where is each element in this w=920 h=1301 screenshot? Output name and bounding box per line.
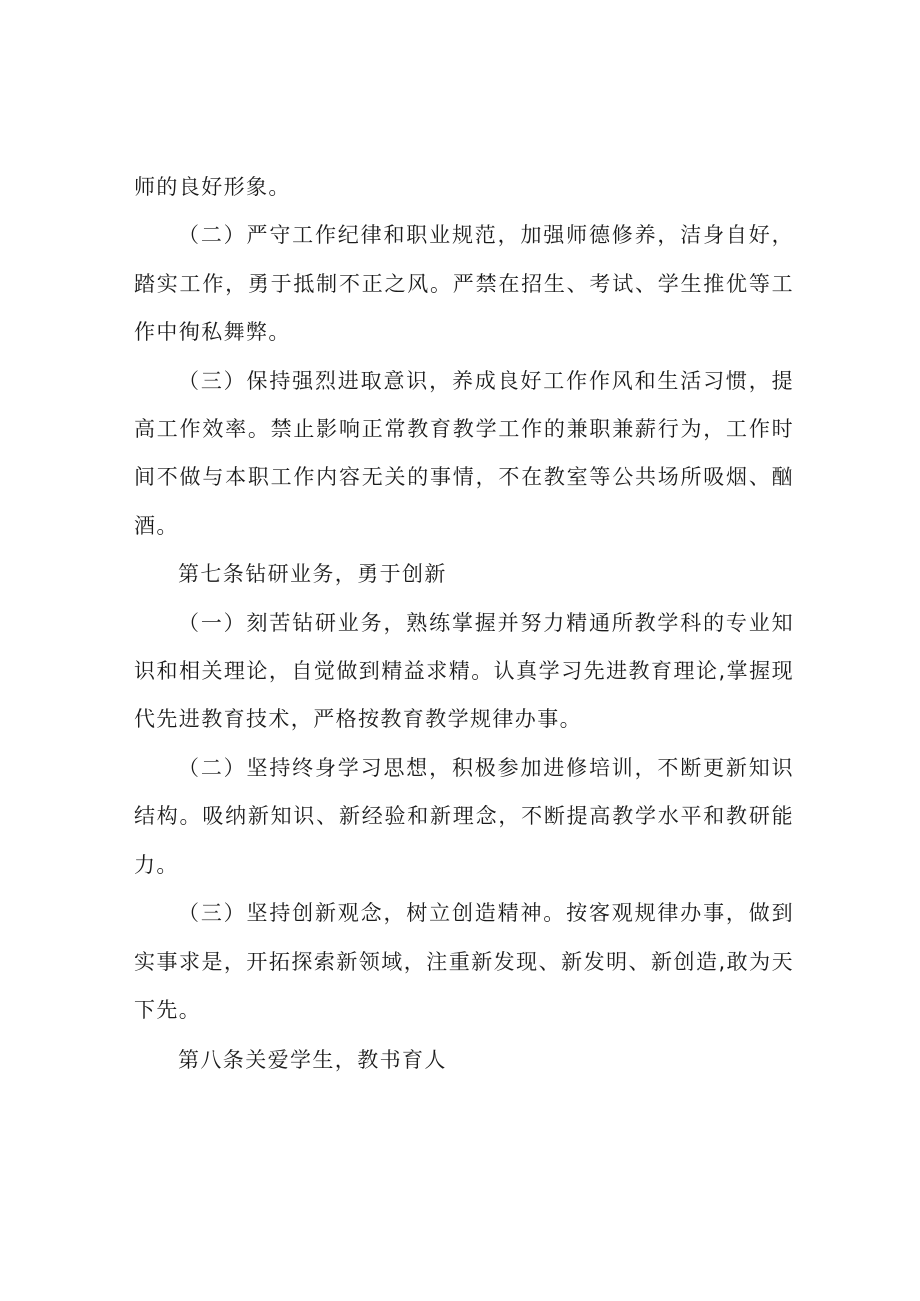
paragraph-article7-item-2: （二）坚持终身学习思想，积极参加进修培训，不断更新知识结构。吸纳新知识、新经验和新理念，不断提高教学水平和教研能力。 bbox=[134, 755, 794, 877]
paragraph-item-3: （三）保持强烈进取意识，养成良好工作作风和生活习惯，提高工作效率。禁止影响正常教育教学工作的兼职兼薪行为，工作时间不做与本职工作内容无关的事情，不在教室等公共场所吸烟、酗酒。 bbox=[134, 368, 794, 538]
article-8-heading: 第八条关爱学生，教书育人 bbox=[178, 1048, 447, 1073]
paragraph-continuation: 师的良好形象。 bbox=[134, 175, 291, 199]
document-body bbox=[134, 163, 794, 1085]
paragraph-item-2: （二）严守工作纪律和职业规范，加强师德修养，洁身自好，踏实工作，勇于抵制不正之风。严禁在招生、考试、学生推优等工作中徇私舞弊。 bbox=[134, 223, 794, 345]
paragraph-article7-item-3: （三）坚持创新观念，树立创造精神。按客观规律办事，做到实事求是，开拓探索新领域，注重新发现、新发明、新创造,敢为天下先。 bbox=[134, 901, 794, 1022]
article-7-heading: 第七条钻研业务，勇于创新 bbox=[178, 562, 447, 587]
paragraph-article7-item-1: （一）刻苦钻研业务，熟练掌握并努力精通所教学科的专业知识和相关理论，自觉做到精益求精。认真学习先进教育理论,掌握现代先进教育技术，严格按教育教学规律办事。 bbox=[134, 610, 794, 732]
